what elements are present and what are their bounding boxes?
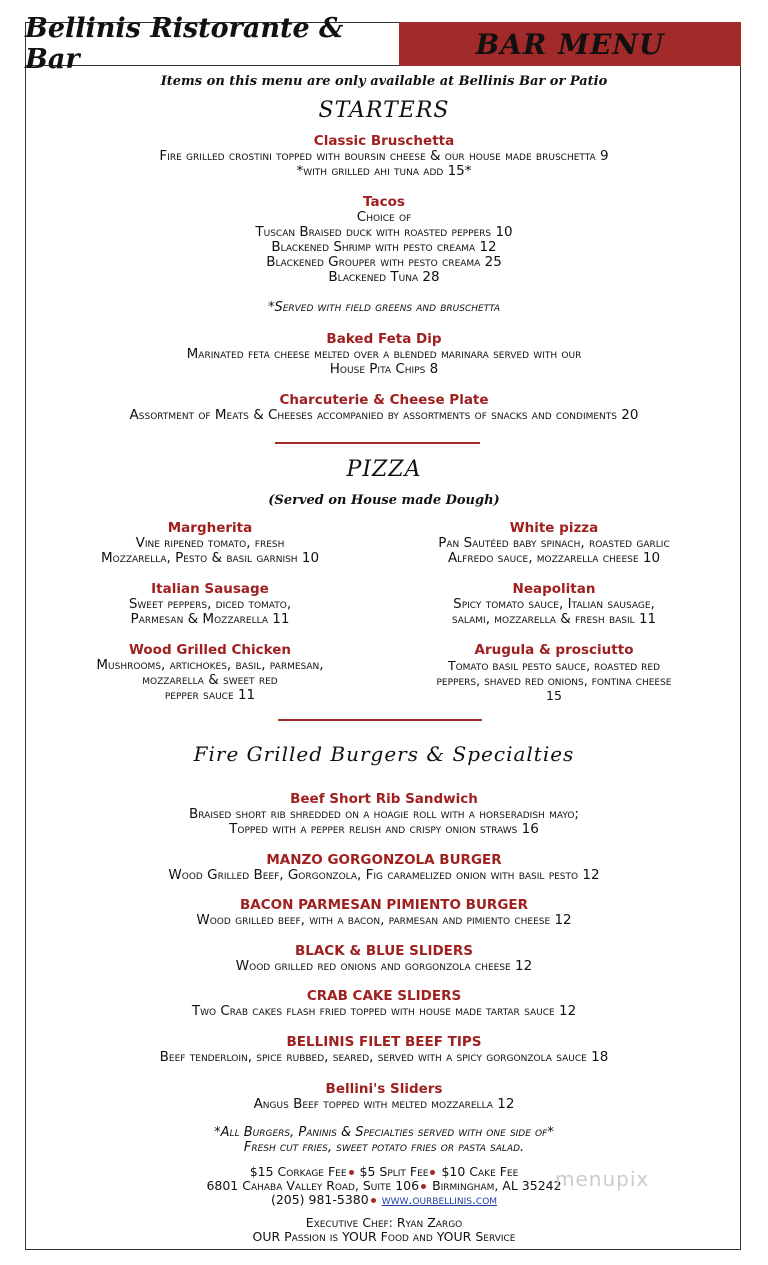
pizza-desc: salami, mozzarella & fresh basil 11	[451, 611, 657, 627]
divider	[278, 719, 482, 721]
pizza-desc: Spicy tomato sauce, Italian sausage,	[453, 596, 655, 612]
item-crab-cake: CRAB CAKE SLIDERS	[306, 988, 462, 1004]
pizza-name: Wood Grilled Chicken	[129, 642, 291, 658]
item-desc: Angus Beef topped with melted mozzarella 12	[253, 1096, 515, 1112]
item-desc: Wood grilled beef, with a bacon, parmesan and pimiento cheese 12	[196, 912, 572, 928]
bruschetta-desc: Fire grilled crostini topped with boursin cheese & our house made bruschetta 9	[159, 148, 609, 164]
tacos-line: Choice of	[356, 209, 412, 225]
tacos-line: Blackened Shrimp with pesto creama 12	[271, 239, 497, 255]
item-short-rib: Beef Short Rib Sandwich	[290, 791, 478, 807]
city-address: Birmingham, AL 35242	[432, 1178, 562, 1193]
bullet-icon	[430, 1170, 435, 1175]
item-manzo-burger: MANZO GORGONZOLA BURGER	[266, 852, 502, 868]
tacos-line: Tuscan Braised duck with roasted peppers 10	[255, 224, 513, 240]
feta-desc: Marinated feta cheese melted over a blended marinara served with our	[186, 346, 582, 362]
pizza-desc: Sweet peppers, diced tomato,	[128, 596, 292, 612]
divider	[275, 442, 480, 444]
bruschetta-addon: *with grilled ahi tuna add 15*	[296, 163, 472, 179]
pizza-desc: Pan Sautéed baby spinach, roasted garlic	[438, 535, 670, 551]
watermark: menupix	[555, 1167, 650, 1191]
menu-header	[25, 12, 741, 75]
item-tacos: Tacos	[363, 194, 405, 210]
bar-menu-title: BAR MENU	[399, 22, 741, 66]
restaurant-name: Bellinis Ristorante & Bar	[25, 22, 399, 66]
pizza-name: White pizza	[509, 520, 599, 536]
pizza-item	[40, 581, 380, 627]
pizza-desc: mozzarella & sweet red	[142, 672, 278, 688]
pizza-desc: 15	[546, 688, 562, 703]
sides-note: *All Burgers, Paninis & Specialties served with one side of*	[214, 1125, 554, 1140]
street-address: 6801 Cahaba Valley Road, Suite 106	[206, 1178, 420, 1193]
item-black-blue: BLACK & BLUE SLIDERS	[294, 943, 474, 959]
cake-fee: $10 Cake Fee	[441, 1164, 519, 1179]
bullet-icon	[349, 1170, 354, 1175]
tagline: OUR Passion is YOUR Food and YOUR Service	[252, 1229, 516, 1244]
pizza-name: Neapolitan	[512, 581, 596, 597]
executive-chef: Executive Chef: Ryan Zargo	[305, 1215, 463, 1230]
pizza-heading: PIZZA	[346, 457, 422, 482]
fees-line	[0, 1165, 768, 1179]
pizza-desc: Mozzarella, Pesto & basil garnish 10	[100, 550, 320, 566]
item-baked-feta-dip: Baked Feta Dip	[326, 331, 442, 347]
pizza-item	[384, 642, 724, 703]
bullet-icon	[371, 1198, 376, 1203]
availability-note: Items on this menu are only available at Bellinis Bar or Patio	[160, 74, 608, 89]
item-filet-tips: BELLINIS FILET BEEF TIPS	[286, 1034, 482, 1050]
pizza-desc: Mushrooms, artichokes, basil, parmesan,	[96, 657, 324, 673]
burgers-heading: Fire Grilled Burgers & Specialties	[193, 742, 575, 766]
pizza-item	[40, 642, 380, 703]
bullet-icon	[421, 1184, 426, 1189]
pizza-desc: Parmesan & Mozzarella 11	[130, 611, 290, 627]
item-desc: Two Crab cakes flash fried topped with house made tartar sauce 12	[191, 1003, 577, 1019]
contact-line	[0, 1193, 768, 1207]
feta-desc: House Pita Chips 8	[329, 361, 439, 377]
pizza-desc: Vine ripened tomato, fresh	[135, 535, 285, 551]
website-link[interactable]: www.ourbellinis.com	[381, 1192, 498, 1207]
charcuterie-desc: Assortment of Meats & Cheeses accompanied by assortments of snacks and condiments 20	[129, 407, 639, 423]
phone-number: (205) 981-5380	[270, 1192, 369, 1207]
pizza-subtitle: (Served on House made Dough)	[268, 493, 500, 508]
corkage-fee: $15 Corkage Fee	[249, 1164, 347, 1179]
pizza-desc: Tomato basil pesto sauce, roasted red	[447, 658, 661, 673]
pizza-name: Arugula & prosciutto	[474, 642, 634, 658]
tacos-line: Blackened Grouper with pesto creama 25	[266, 254, 502, 270]
item-charcuterie: Charcuterie & Cheese Plate	[279, 392, 489, 408]
item-bacon-burger: BACON PARMESAN PIMIENTO BURGER	[239, 897, 529, 913]
served-note: *Served with field greens and bruschetta	[267, 300, 501, 315]
pizza-item	[40, 520, 380, 566]
pizza-desc: Alfredo sauce, mozzarella cheese 10	[447, 550, 661, 566]
pizza-name: Margherita	[167, 520, 253, 536]
item-desc: Topped with a pepper relish and crispy onion straws 16	[229, 821, 539, 837]
item-bellinis-sliders: Bellini's Sliders	[325, 1081, 443, 1097]
pizza-desc: pepper sauce 11	[164, 687, 256, 703]
address-line	[0, 1179, 768, 1193]
split-fee: $5 Split Fee	[359, 1164, 429, 1179]
item-desc: Wood Grilled Beef, Gorgonzola, Fig caramelized onion with basil pesto 12	[168, 867, 600, 883]
tacos-line: Blackened Tuna 28	[328, 269, 440, 285]
item-desc: Braised short rib shredded on a hoagie roll with a horseradish mayo;	[189, 806, 579, 822]
item-desc: Wood grilled red onions and gorgonzola cheese 12	[235, 958, 533, 974]
pizza-item	[384, 581, 724, 627]
item-desc: Beef tenderloin, spice rubbed, seared, served with a spicy gorgonzola sauce 18	[159, 1049, 609, 1065]
pizza-desc: peppers, shaved red onions, fontina cheese	[436, 673, 672, 688]
item-classic-bruschetta: Classic Bruschetta	[313, 133, 455, 149]
pizza-item	[384, 520, 724, 566]
sides-note: Fresh cut fries, sweet potato fries or pasta salad.	[243, 1140, 525, 1155]
starters-heading: STARTERS	[318, 98, 450, 123]
pizza-name: Italian Sausage	[151, 581, 269, 597]
